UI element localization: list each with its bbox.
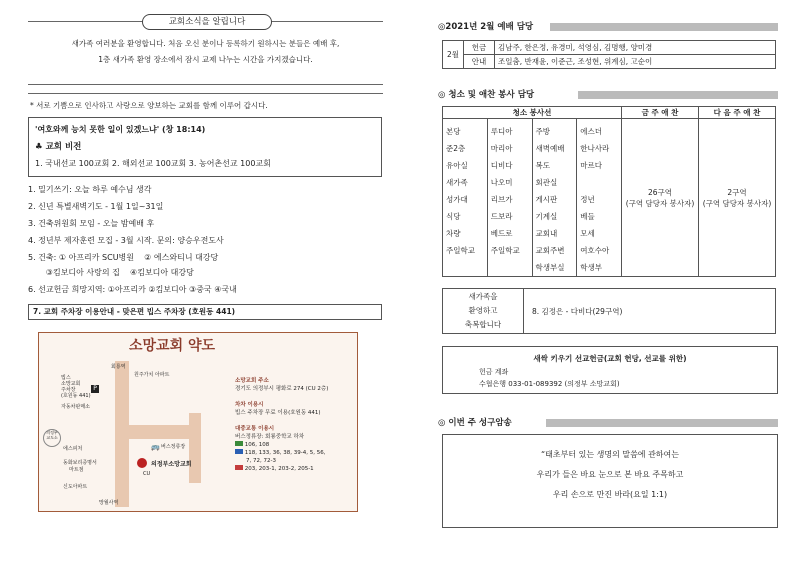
greeting-text: * 서로 기쁨으로 인사하고 사랑으로 양보하는 교회를 함께 이루어 갑시다.	[30, 101, 268, 110]
map-label: 신도아파트	[63, 484, 88, 490]
cleaning-item: 드보라	[490, 212, 513, 221]
cleaning-item	[580, 174, 618, 191]
cleaning-item: 주방	[535, 127, 550, 136]
cu-label: CU	[143, 471, 151, 477]
map-label: 자동차판매소	[61, 404, 90, 410]
road-label: 회룡역	[111, 364, 126, 370]
offering-box	[442, 346, 778, 394]
map-label: 버스정류장	[161, 444, 186, 450]
vision-items: 1. 국내선교 100교회 2. 해외선교 100교회 3. 농어촌선교 100교회	[35, 159, 271, 168]
offering-label: 헌금 계좌	[479, 368, 509, 376]
cleaning-item: 성가대	[446, 195, 468, 204]
cleaning-item: 학생부실	[535, 263, 565, 272]
cleaning-item: 식당	[446, 212, 461, 221]
cleaning-item: 마리아	[490, 144, 513, 153]
church-label: 의정부소망교회	[151, 461, 192, 468]
worship-month: 2월	[443, 41, 464, 69]
offering-title: 새싹 키우기 선교헌금(교회 헌당, 선교를 위한)	[533, 354, 687, 363]
cleaning-item: 베드로	[490, 229, 513, 238]
notice-item: 1. 밀기쓰기: 오늘 하루 예수님 생각	[28, 185, 152, 194]
heading-bar	[578, 91, 778, 99]
cleaning-item: 에스더	[580, 127, 602, 136]
notice-title: 교회소식을 알립니다	[142, 14, 272, 30]
cleaning-item: 학생부	[580, 263, 602, 272]
cleaning-item: 게시판	[535, 195, 558, 204]
divider	[28, 84, 383, 85]
cleaning-item: 기계실	[535, 212, 558, 221]
main-road	[115, 361, 129, 507]
cleaning-item: 여호수아	[580, 246, 610, 255]
recite-line: 우리가 들은 바요 눈으로 본 바요 주목하고	[536, 470, 684, 479]
church-marker-icon	[137, 458, 147, 468]
newcomer-names: 8. 김정은 - 다비다(29구역)	[524, 289, 776, 334]
welcome-line-1: 새가족 여러분을 환영합니다. 처음 오신 분이나 등록하기 원하시는 분들은 예배 후,	[71, 39, 340, 48]
cleaning-item: 나오미	[490, 178, 513, 187]
map-title: 소망교회 약도	[129, 338, 216, 354]
parking-icon: P	[91, 385, 99, 393]
prison-circle: 의정부 교도소	[43, 429, 61, 447]
cleaning-item: 베들	[580, 212, 595, 221]
map-label: 에스피처	[63, 446, 83, 452]
welcome-line-2: 1층 새가족 환영 장소에서 잠시 교제 나누는 시간을 가지겠습니다.	[98, 55, 313, 64]
recite-line: 우리 손으로 만진 바라(요일 1:1)	[552, 490, 668, 499]
newcomer-table: 새가족을 환영하고 축복합니다 8. 김정은 - 다비다(29구역)	[442, 288, 776, 334]
cleaning-item: 새벽예배	[535, 144, 565, 153]
notice-item: 2. 신년 특별새벽기도 - 1월 1일~31일	[28, 202, 164, 211]
heading-bar	[546, 419, 778, 427]
cleaning-item: 한나사라	[580, 144, 610, 153]
notice-item: 3. 건축위원회 모임 - 오늘 밤예배 후	[28, 219, 155, 228]
cleaning-item: 정년	[580, 195, 595, 204]
cleaning-heading: ◎ 청소 및 애찬 봉사 담당	[438, 90, 535, 100]
cleaning-list	[577, 119, 622, 277]
bus-icon: 🚌	[151, 443, 160, 451]
notice-item: ③킴보디아 사랑의 집 ④킴보디아 대강당	[28, 268, 194, 277]
vips-label: 빕스 소망교회 주차장 (호원동 441)	[61, 375, 91, 399]
road-label: 망월사역	[99, 500, 119, 506]
map-label: 동화보리증명서	[63, 460, 97, 466]
notice-item: 5. 건축: ① 아프리카 SCU병원 ② 에스와티니 대강당	[28, 253, 219, 262]
vision-label: ♣ 교회 비전	[35, 142, 82, 152]
parking-title: 7. 교회 주차장 이용안내 - 맞은편 빕스 주차장 (호원동 441)	[33, 307, 236, 316]
church-map	[38, 332, 358, 512]
cleaning-list	[487, 119, 532, 277]
recite-line: “태초부터 있는 생명의 말씀에 관하여는	[541, 450, 679, 459]
offering-account: 수협은행 033-01-089392 (의정부 소망교회)	[479, 380, 620, 388]
heading-bar	[550, 23, 778, 31]
this-week-cell: 26구역 (구역 담당자 봉사자)	[622, 119, 699, 277]
cleaning-item: 디비다	[490, 161, 513, 170]
cleaning-item: 리브가	[490, 195, 513, 204]
cleaning-list	[532, 119, 577, 277]
cleaning-item: 모세	[580, 229, 595, 238]
cleaning-item: 루디아	[490, 127, 513, 136]
side-road	[189, 413, 201, 483]
cleaning-item: 본당	[446, 127, 461, 136]
cleaning-item: 새가족	[446, 178, 468, 187]
divider	[28, 93, 383, 94]
notice-item: 6. 선교헌금 희망지역: ①아프리카 ②킴보디아 ③중국 ④국내	[28, 285, 237, 294]
cleaning-item: 준2층	[446, 144, 466, 153]
cleaning-item: 주일학교	[490, 246, 520, 255]
worship-table: 2월 헌금 김남주, 한은정, 유경미, 석영심, 김명행, 양미경 안내 조일춤, 반재윤, 이준근, 조성현, 위계심, 고순이	[442, 40, 776, 69]
cleaning-item: 주일학교	[446, 246, 475, 255]
next-week-cell: 2구역 (구역 담당자 봉사자)	[699, 119, 776, 277]
map-info: 소망교회 주소 경기도 의정부시 평화로 274 (CU 2층) 차차 이용시 빕스 주차장 무료 이용(호원동 441) 대중교통 이용시 버스정류장: 회룡중학교 하차 106, 108 118, 133, 36, 38, 39-4, 5, 56, 7, 72, 72-3 203, 203-1, 203-2, 205-1	[235, 378, 329, 472]
map-label: 마트점	[69, 467, 84, 473]
cleaning-item: 복도	[535, 161, 550, 170]
cleaning-table: 청소 봉사선 금 주 애 찬 다 음 주 애 찬 본당 준2층 유아실 새가족 성가대 식당 차량 주일학교 루디아 마리아 디비다 나오미 리브가 드보라 베드로 주일학교 주방 새벽예배 복도 회관실 게시판 기계실 교회내 교회주변 학생부실 에스더 한나사라 마르다 정년 베들 모세 여호수아 학생부 26구역 (구역 담당자 봉사자) 2구역 (구역 담당자 봉사자)	[442, 106, 776, 277]
vision-box	[28, 117, 382, 177]
worship-heading: ◎2021년 2월 예배 담당	[438, 22, 534, 32]
cleaning-item: 교회내	[535, 229, 558, 238]
cleaning-item: 유아실	[446, 161, 468, 170]
cleaning-item: 교회주변	[535, 246, 565, 255]
recite-box	[442, 434, 778, 528]
recite-heading: ◎ 이번 주 성구암송	[438, 418, 512, 428]
notice-item: 4. 정년부 제자훈련 모집 - 3월 시작. 문의: 양승우전도사	[28, 236, 224, 245]
map-label: 원주가치 아파트	[134, 372, 170, 378]
cleaning-item: 차량	[446, 229, 461, 238]
cleaning-item: 회관실	[535, 178, 558, 187]
parking-box	[28, 304, 382, 320]
cleaning-item: 마르다	[580, 161, 602, 170]
cleaning-list	[443, 119, 488, 277]
verse-text: '여호와께 능치 못한 일이 있겠느냐' (창 18:14)	[35, 125, 206, 134]
